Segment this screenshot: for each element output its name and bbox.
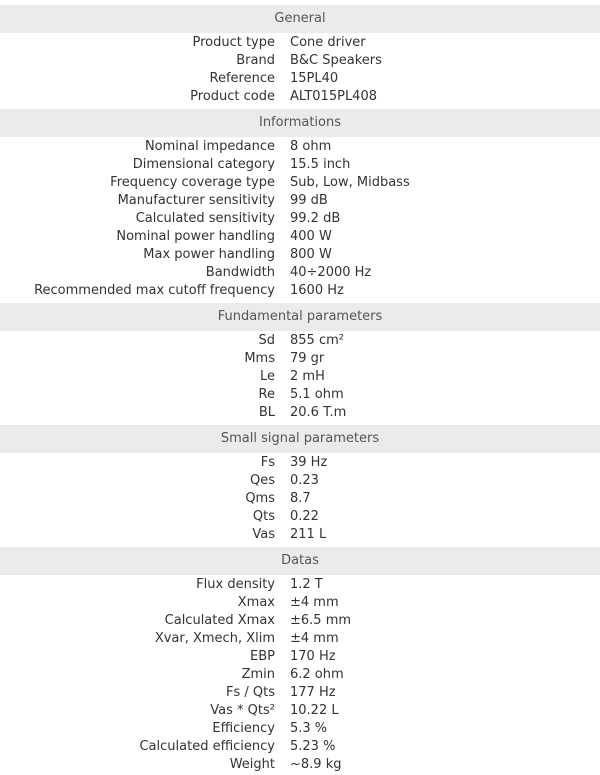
- spec-label: BL: [258, 405, 275, 420]
- spec-row: [0, 594, 600, 612]
- spec-value: ±6.5 mm: [290, 613, 352, 628]
- spec-label: Vas * Qts²: [210, 703, 275, 718]
- spec-value: 855 cm²: [290, 333, 344, 348]
- spec-label: Xvar, Xmech, Xlim: [154, 631, 275, 646]
- spec-row: [0, 576, 600, 594]
- spec-value: 10.22 L: [290, 703, 339, 718]
- spec-label: Brand: [236, 53, 275, 68]
- spec-row: [0, 88, 600, 106]
- spec-label: Calculated efficiency: [139, 739, 275, 754]
- spec-value: 1600 Hz: [290, 283, 344, 298]
- spec-value: 0.23: [290, 473, 319, 488]
- spec-value: 39 Hz: [290, 455, 328, 470]
- spec-value: ALT015PL408: [290, 89, 377, 104]
- spec-value: 40÷2000 Hz: [290, 265, 372, 280]
- spec-row: [0, 228, 600, 246]
- spec-value: 15.5 inch: [290, 157, 351, 172]
- spec-row: [0, 246, 600, 264]
- spec-label: Product code: [190, 89, 275, 104]
- spec-label: Weight: [229, 757, 275, 772]
- section-datas: [0, 575, 600, 775]
- spec-row: [0, 526, 600, 544]
- spec-value: 99.2 dB: [290, 211, 341, 226]
- spec-label: Manufacturer sensitivity: [117, 193, 275, 208]
- spec-value: 20.6 T.m: [290, 405, 347, 420]
- spec-label: EBP: [250, 649, 275, 664]
- spec-label: Recommended max cutoff frequency: [34, 283, 275, 298]
- spec-row: [0, 282, 600, 300]
- spec-label: Mms: [244, 351, 275, 366]
- spec-row: [0, 386, 600, 404]
- spec-label: Max power handling: [143, 247, 275, 262]
- spec-row: [0, 490, 600, 508]
- spec-row: [0, 702, 600, 720]
- spec-label: Frequency coverage type: [110, 175, 275, 190]
- spec-label: Nominal impedance: [144, 139, 275, 154]
- section-fundamental-parameters: [0, 331, 600, 423]
- spec-row: [0, 52, 600, 70]
- spec-value: 15PL40: [290, 71, 339, 86]
- spec-label: Zmin: [241, 667, 275, 682]
- spec-label: Vas: [252, 527, 275, 542]
- spec-value: 5.3 %: [290, 721, 328, 736]
- spec-label: Nominal power handling: [116, 229, 275, 244]
- spec-row: [0, 666, 600, 684]
- spec-label: Efficiency: [212, 721, 275, 736]
- spec-label: Bandwidth: [205, 265, 275, 280]
- spec-row: [0, 630, 600, 648]
- spec-label: Sd: [258, 333, 275, 348]
- section-small-signal-parameters: [0, 453, 600, 545]
- spec-label: Fs / Qts: [226, 685, 275, 700]
- spec-row: [0, 738, 600, 756]
- spec-row: [0, 454, 600, 472]
- spec-label: Le: [259, 369, 275, 384]
- spec-row: [0, 192, 600, 210]
- spec-value: ~8.9 kg: [290, 757, 342, 772]
- section-header-datas: Datas: [0, 547, 600, 575]
- spec-value: Sub, Low, Midbass: [290, 175, 410, 190]
- spec-row: [0, 264, 600, 282]
- section-header-fundamental-parameters: Fundamental parameters: [0, 303, 600, 331]
- spec-value: 211 L: [290, 527, 327, 542]
- spec-value: B&C Speakers: [290, 53, 382, 68]
- spec-value: 0.22: [290, 509, 319, 524]
- spec-value: 800 W: [290, 247, 332, 262]
- spec-value: 5.1 ohm: [290, 387, 344, 402]
- spec-value: ±4 mm: [290, 595, 339, 610]
- spec-value: 5.23 %: [290, 739, 336, 754]
- spec-value: 6.2 ohm: [290, 667, 344, 682]
- section-header-small-signal-parameters: Small signal parameters: [0, 425, 600, 453]
- spec-label: Qts: [252, 509, 275, 524]
- spec-row: [0, 648, 600, 666]
- spec-value: 170 Hz: [290, 649, 336, 664]
- spec-row: [0, 756, 600, 774]
- spec-row: [0, 210, 600, 228]
- spec-value: 177 Hz: [290, 685, 336, 700]
- spec-label: Xmax: [237, 595, 275, 610]
- spec-label: Flux density: [196, 577, 275, 592]
- spec-value: 8.7: [290, 491, 311, 506]
- spec-label: Qms: [245, 491, 275, 506]
- spec-label: Product type: [192, 35, 275, 50]
- spec-row: [0, 70, 600, 88]
- spec-label: Reference: [209, 71, 275, 86]
- spec-value: Cone driver: [290, 35, 366, 50]
- section-general: [0, 33, 600, 107]
- spec-label: Fs: [260, 455, 275, 470]
- spec-row: [0, 684, 600, 702]
- spec-row: [0, 368, 600, 386]
- spec-value: 79 gr: [290, 351, 325, 366]
- spec-row: [0, 174, 600, 192]
- spec-row: [0, 612, 600, 630]
- spec-row: [0, 138, 600, 156]
- spec-value: 400 W: [290, 229, 332, 244]
- spec-value: 1.2 T: [290, 577, 323, 592]
- spec-label: Calculated Xmax: [164, 613, 275, 628]
- spec-label: Re: [258, 387, 275, 402]
- spec-label: Calculated sensitivity: [135, 211, 275, 226]
- spec-label: Qes: [249, 473, 275, 488]
- section-informations: [0, 137, 600, 301]
- spec-value: 2 mH: [290, 369, 325, 384]
- spec-row: [0, 404, 600, 422]
- spec-row: [0, 332, 600, 350]
- spec-row: [0, 34, 600, 52]
- spec-row: [0, 350, 600, 368]
- spec-value: 8 ohm: [290, 139, 332, 154]
- spec-value: 99 dB: [290, 193, 328, 208]
- spec-row: [0, 508, 600, 526]
- spec-value: ±4 mm: [290, 631, 339, 646]
- spec-row: [0, 156, 600, 174]
- section-header-general: General: [0, 5, 600, 33]
- spec-row: [0, 720, 600, 738]
- section-header-informations: Informations: [0, 109, 600, 137]
- spec-row: [0, 472, 600, 490]
- spec-label: Dimensional category: [132, 157, 275, 172]
